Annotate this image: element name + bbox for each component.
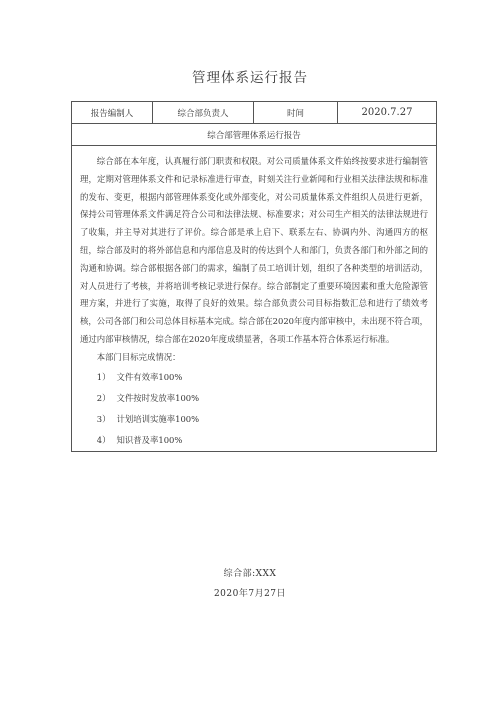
goal-text: 文件有效率100% — [116, 371, 183, 382]
report-table — [71, 101, 437, 452]
goal-item — [80, 367, 428, 388]
goal-text: 计划培训实施率100% — [116, 413, 200, 424]
subtitle-row — [72, 124, 437, 146]
table-subtitle: 综合部管理体系运行报告 — [72, 124, 437, 146]
body-row — [72, 146, 437, 452]
goal-number: 3） — [96, 413, 111, 424]
time-label: 时间 — [254, 102, 338, 124]
signature-dept: 综合部:XXX — [223, 569, 277, 579]
time-value: 2020.7.27 — [338, 102, 437, 124]
page-title: 管理体系运行报告 — [192, 70, 308, 86]
goal-number: 4） — [96, 434, 111, 445]
goal-text: 知识普及率100% — [116, 434, 183, 445]
body-cell — [72, 146, 437, 452]
signature-date: 2020年7月27日 — [213, 589, 287, 599]
body-paragraph: 综合部在本年度，认真履行部门职责和权限。对公司质量体系文件始终按要求进行编制管理，定期对管理体系文件和记录标准进行审查，时刻关注行业新闻和行业相关法律法规和标准的发布、变更，根据内部管理体系变化或外部变化，对公司质量体系文件组织人员进行更新，保持公司管理体系文件满足符合公司和法律法规、标准要求；对公司生产相关的法律法规进行了收集，并主导对其进行了评价。综合部是承上启下、联系左右、协调内外、沟通四方的枢纽，综合部及时的将外部信息和内部信息及时的传达到个人和部门，负责各部门和外部之间的沟通和协调。综合部根据各部门的需求，编制了员工培训计划，组织了各种类型的培训活动，对人员进行了考核，并将培训考核记录进行保存。综合部制定了重要环境因素和重大危险源管理方案，并进行了实施，取得了良好的效果。综合部负责公司目标指数汇总和进行了绩效考核，公司各部门和公司总体目标基本完成。综合部在2020年度内部审核中，未出现不符合项，通过内部审核情况，综合部在2020年度成绩显著，各项工作基本符合体系运行标准。 — [80, 156, 428, 344]
compiler-value: 综合部负责人 — [153, 102, 254, 124]
header-row — [72, 102, 437, 124]
compiler-label: 报告编制人 — [72, 102, 153, 124]
goals-list — [80, 367, 428, 451]
goal-item — [80, 409, 428, 430]
goal-item — [80, 388, 428, 409]
goal-item — [80, 430, 428, 451]
goal-number: 1） — [96, 371, 111, 382]
goals-title: 本部门目标完成情况： — [96, 351, 181, 362]
goal-number: 2） — [96, 392, 111, 403]
goal-text: 文件按时发放率100% — [116, 392, 200, 403]
body-text — [72, 146, 436, 451]
